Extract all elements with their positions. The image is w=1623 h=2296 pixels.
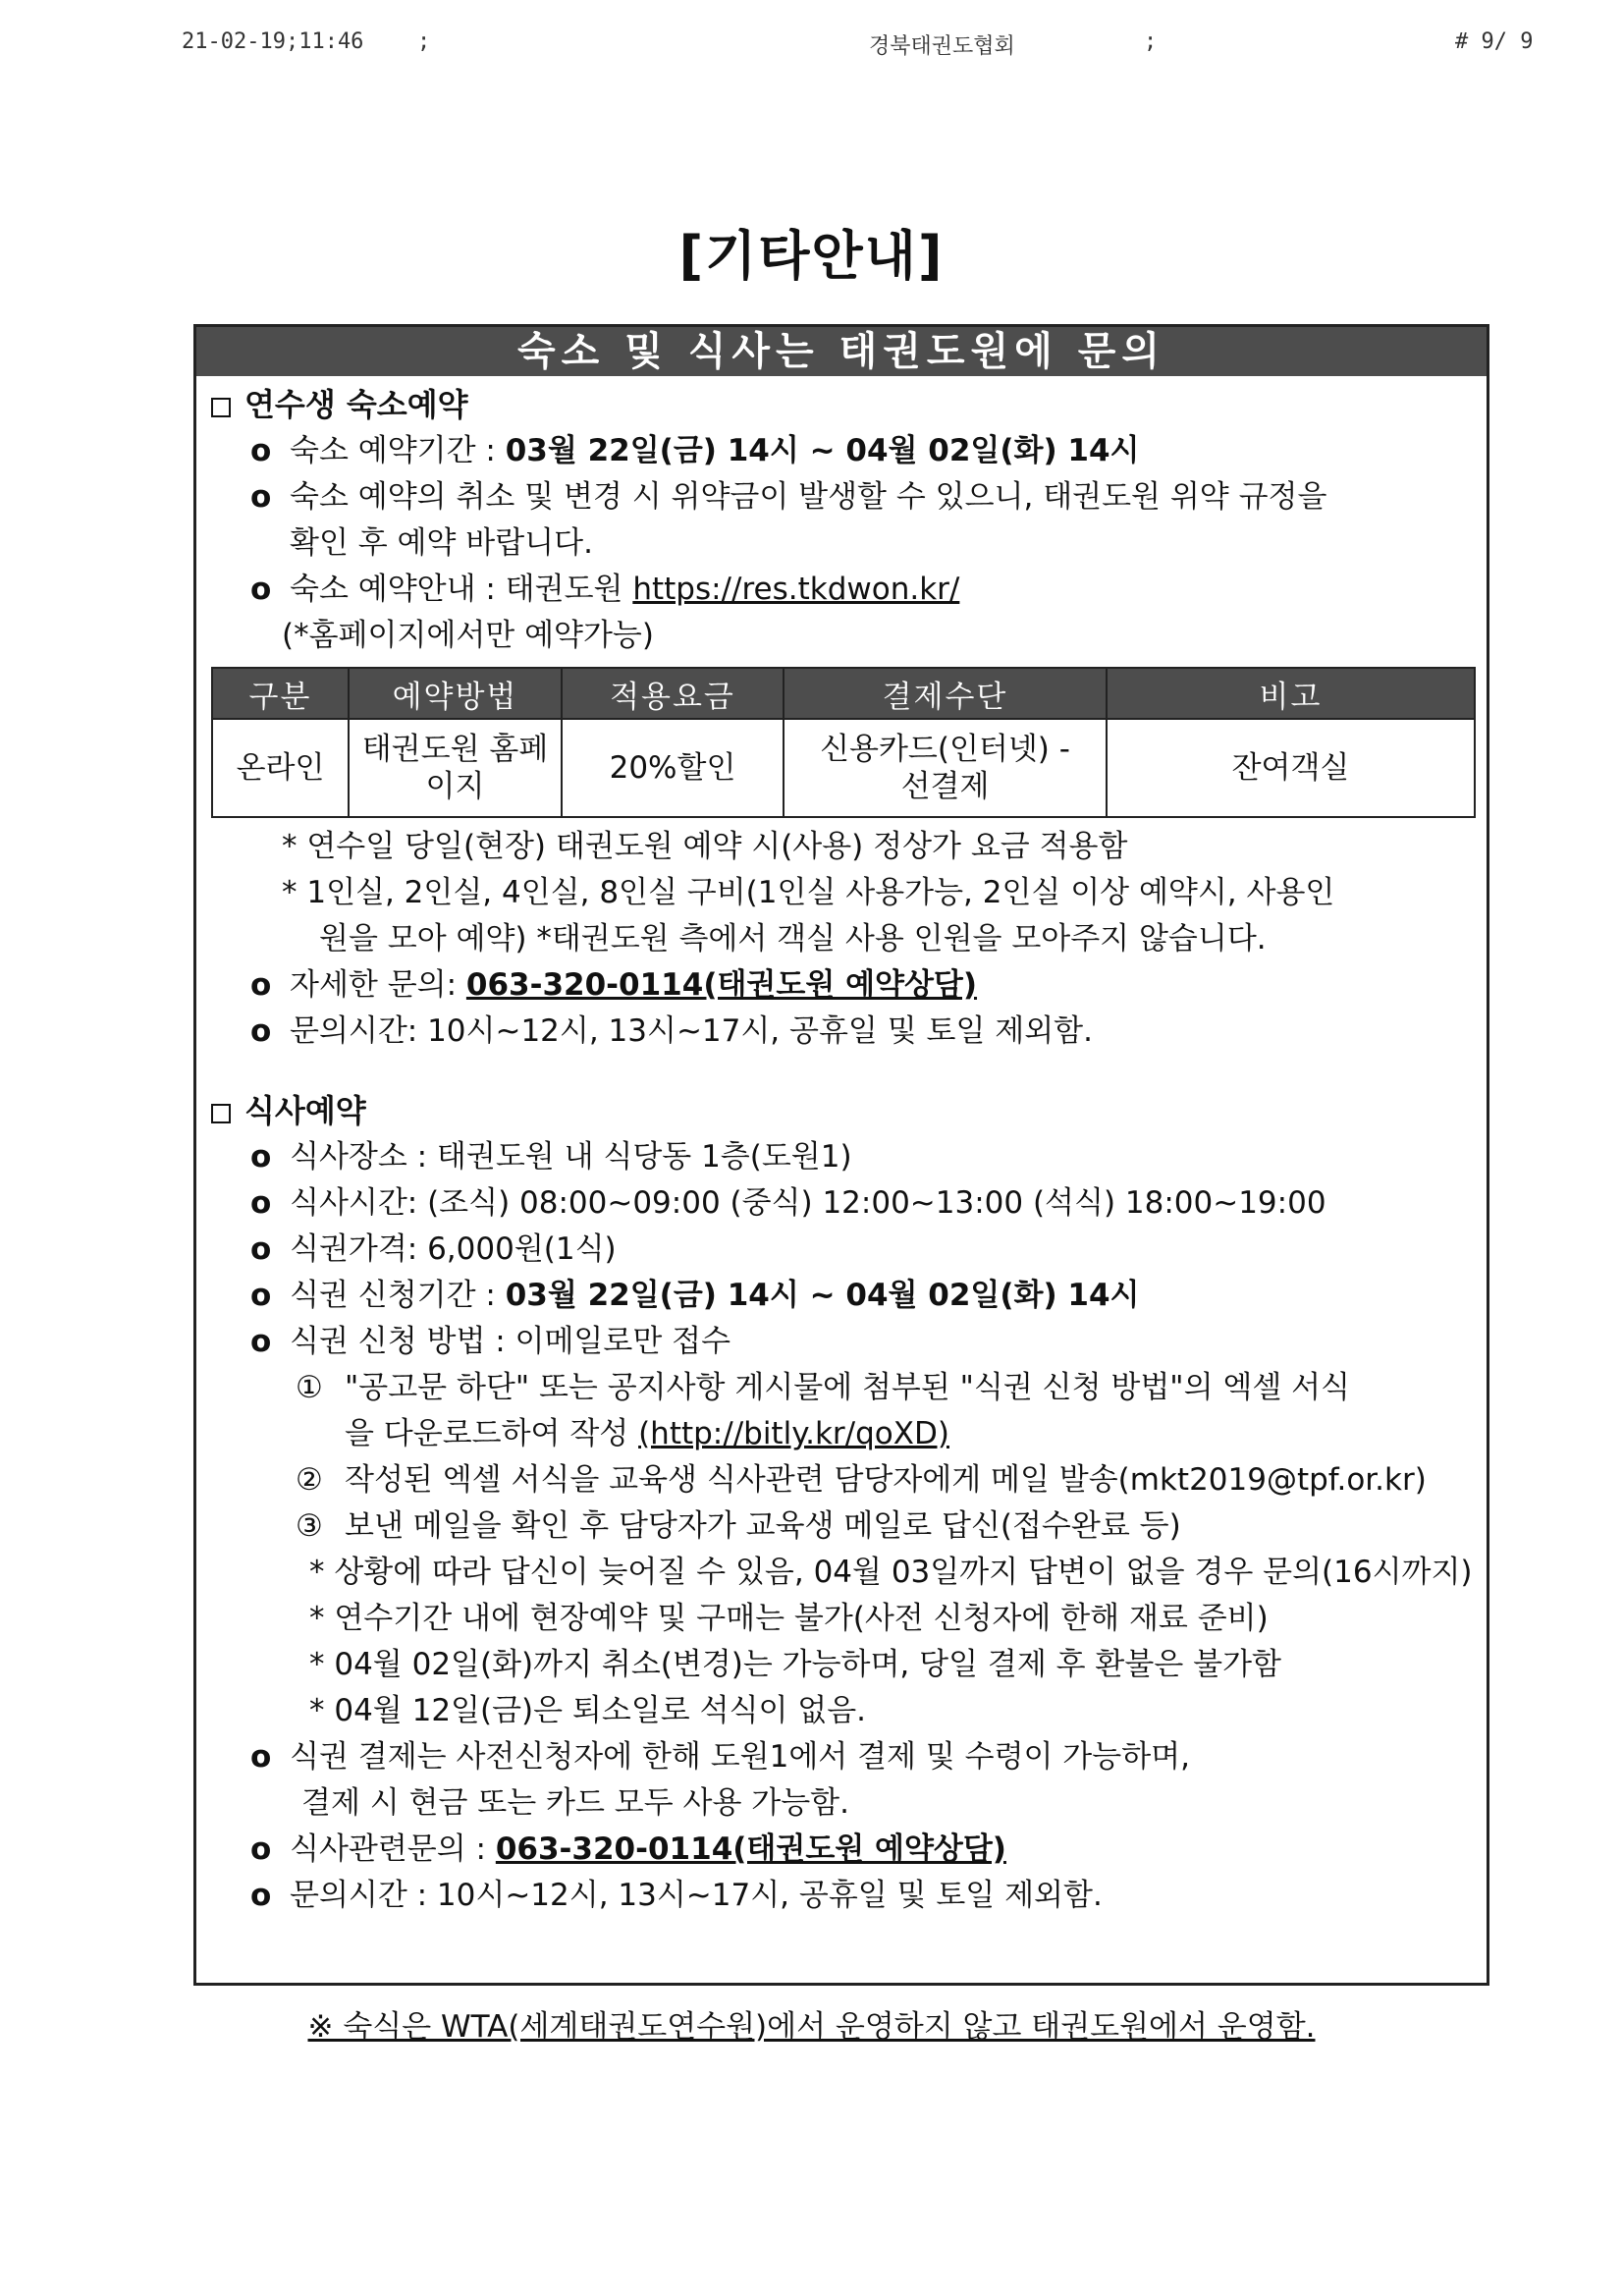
meal-period: o 식권 신청기간 : 03월 22일(금) 14시 ~ 04월 02일(화) 14시 — [211, 1273, 1487, 1319]
bitly-link[interactable]: (http://bitly.kr/qoXD) — [638, 1416, 949, 1451]
lodging-hours: o 문의시간: 10시~12시, 13시~17시, 공휴일 및 토일 제외함. — [211, 1009, 1487, 1055]
table-header-cell: 결제수단 — [784, 668, 1107, 719]
lodging-note: * 1인실, 2인실, 4인실, 8인실 구비(1인실 사용가능, 2인실 이상 예약시, 사용인 — [282, 875, 1335, 910]
bullet-circle-icon: o — [250, 967, 272, 1003]
bullet-circle-icon: o — [250, 1013, 272, 1049]
table-cell: 태권도원 홈페이지 — [349, 719, 562, 817]
meal-step-3: ③ 보낸 메일을 확인 후 담당자가 교육생 메일로 답신(접수완료 등) — [211, 1503, 1487, 1550]
table-cell: 신용카드(인터넷) - 선결제 — [784, 719, 1107, 817]
bullet-circle-icon: o — [250, 1139, 272, 1175]
meal-subnote: * 상황에 따라 답신이 늦어질 수 있음, 04월 03일까지 답변이 없을 경우 문의(16시까지) — [309, 1555, 1473, 1590]
meal-hours: o 문의시간 : 10시~12시, 13시~17시, 공휴일 및 토일 제외함. — [211, 1873, 1487, 1919]
section-heading-lodging: 연수생 숙소예약 — [211, 382, 1487, 428]
meal-step-2: ② 작성된 엑셀 서식을 교육생 식사관련 담당자에게 메일 발송(mkt2019@tpf.or.kr) — [211, 1457, 1487, 1503]
table-cell: 잔여객실 — [1107, 719, 1475, 817]
table-header-cell: 구분 — [212, 668, 349, 719]
page-title: [기타안내] — [678, 225, 945, 287]
meal-subnote: * 04월 12일(금)은 퇴소일로 석식이 없음. — [309, 1693, 867, 1728]
meal-step-1-cont: 을 다운로드하여 작성 (http://bitly.kr/qoXD) — [345, 1416, 949, 1451]
table-header-cell: 적용요금 — [562, 668, 784, 719]
footer-note: ※ 숙식은 WTA(세계태권도연수원)에서 운영하지 않고 태권도원에서 운영함. — [307, 2009, 1316, 2045]
meal-method: o 식권 신청 방법 : 이메일로만 접수 — [211, 1319, 1487, 1365]
table-header-row — [212, 668, 1475, 719]
lodging-inquiry: o 자세한 문의: 063-320-0114(태권도원 예약상담) — [211, 962, 1487, 1009]
bullet-circle-icon: o — [250, 572, 272, 607]
bullet-circle-icon: o — [250, 479, 272, 515]
bullet-circle-icon: o — [250, 1185, 272, 1221]
lodging-note: * 연수일 당일(현장) 태권도원 예약 시(사용) 정상가 요금 적용함 — [282, 829, 1128, 864]
table-header-cell: 비고 — [1107, 668, 1475, 719]
bullet-circle-icon: o — [250, 1324, 272, 1359]
lodging-guide-note: (*홈페이지에서만 예약가능) — [282, 618, 654, 653]
bullet-circle-icon: o — [250, 1278, 272, 1313]
lodging-url-link[interactable]: https://res.tkdwon.kr/ — [632, 572, 960, 607]
fax-header — [0, 29, 1623, 69]
section-spacer — [211, 1055, 1487, 1088]
fax-page-number: # 9/ 9 — [1455, 29, 1534, 54]
fax-datetime: 21-02-19;11:46 — [182, 29, 364, 54]
bullet-circle-icon: o — [250, 433, 272, 468]
bullet-circle-icon: o — [250, 1231, 272, 1267]
meal-phone-link[interactable]: 063-320-0114(태권도원 예약상담) — [495, 1831, 1006, 1867]
meal-payment: o 식권 결제는 사전신청자에 한해 도원1에서 결제 및 수령이 가능하며, — [211, 1734, 1487, 1780]
lodging-period: o 숙소 예약기간 : 03월 22일(금) 14시 ~ 04월 02일(화) 14시 — [211, 428, 1487, 474]
lodging-guide: o 숙소 예약안내 : 태권도원 https://res.tkdwon.kr/ — [211, 567, 1487, 613]
meal-price: o 식권가격: 6,000원(1식) — [211, 1227, 1487, 1273]
checkbox-square-icon — [211, 398, 231, 417]
meal-times: o 식사시간: (조식) 08:00~09:00 (중식) 12:00~13:00 (석식) 18:00~19:00 — [211, 1180, 1487, 1227]
bullet-circle-icon: o — [250, 1739, 272, 1775]
fax-separator: ; — [1144, 29, 1158, 54]
bullet-circle-icon: o — [250, 1831, 272, 1867]
fax-separator: ; — [417, 29, 431, 54]
table-row — [212, 719, 1475, 817]
bullet-circle-icon: o — [250, 1878, 272, 1913]
section-heading-meal: 식사예약 — [211, 1088, 1487, 1134]
table-cell: 20%할인 — [562, 719, 784, 817]
meal-subnote: * 연수기간 내에 현장예약 및 구매는 불가(사전 신청자에 한해 재료 준비) — [309, 1601, 1269, 1636]
circled-two-icon: ② — [296, 1462, 323, 1498]
table-cell: 온라인 — [212, 719, 349, 817]
info-content — [196, 376, 1487, 1919]
lodging-cancel-policy-cont: 확인 후 예약 바랍니다. — [290, 525, 593, 561]
circled-one-icon: ① — [296, 1370, 323, 1405]
banner: 숙소 및 식사는 태권도원에 문의 — [196, 327, 1487, 376]
lodging-rate-table — [211, 667, 1476, 818]
circled-three-icon: ③ — [296, 1508, 323, 1544]
meal-subnote: * 04월 02일(화)까지 취소(변경)는 가능하며, 당일 결제 후 환불은 불가함 — [309, 1647, 1281, 1682]
meal-step-1: ① "공고문 하단" 또는 공지사항 게시물에 첨부된 "식권 신청 방법"의 엑셀 서식 — [211, 1365, 1487, 1411]
fax-organization: 경북태권도협회 — [869, 34, 1015, 59]
meal-payment-cont: 결제 시 현금 또는 카드 모두 사용 가능함. — [301, 1785, 849, 1821]
lodging-phone-link[interactable]: 063-320-0114(태권도원 예약상담) — [465, 967, 978, 1003]
meal-inquiry: o 식사관련문의 : 063-320-0114(태권도원 예약상담) — [211, 1827, 1487, 1873]
lodging-cancel-policy: o 숙소 예약의 취소 및 변경 시 위약금이 발생할 수 있으니, 태권도원 위약 규정을 — [211, 474, 1487, 520]
checkbox-square-icon — [211, 1104, 231, 1123]
table-header-cell: 예약방법 — [349, 668, 562, 719]
meal-place: o 식사장소 : 태권도원 내 식당동 1층(도원1) — [211, 1134, 1487, 1180]
info-box — [193, 324, 1489, 1986]
lodging-note-cont: 원을 모아 예약) *태권도원 측에서 객실 사용 인원을 모아주지 않습니다. — [319, 921, 1267, 957]
